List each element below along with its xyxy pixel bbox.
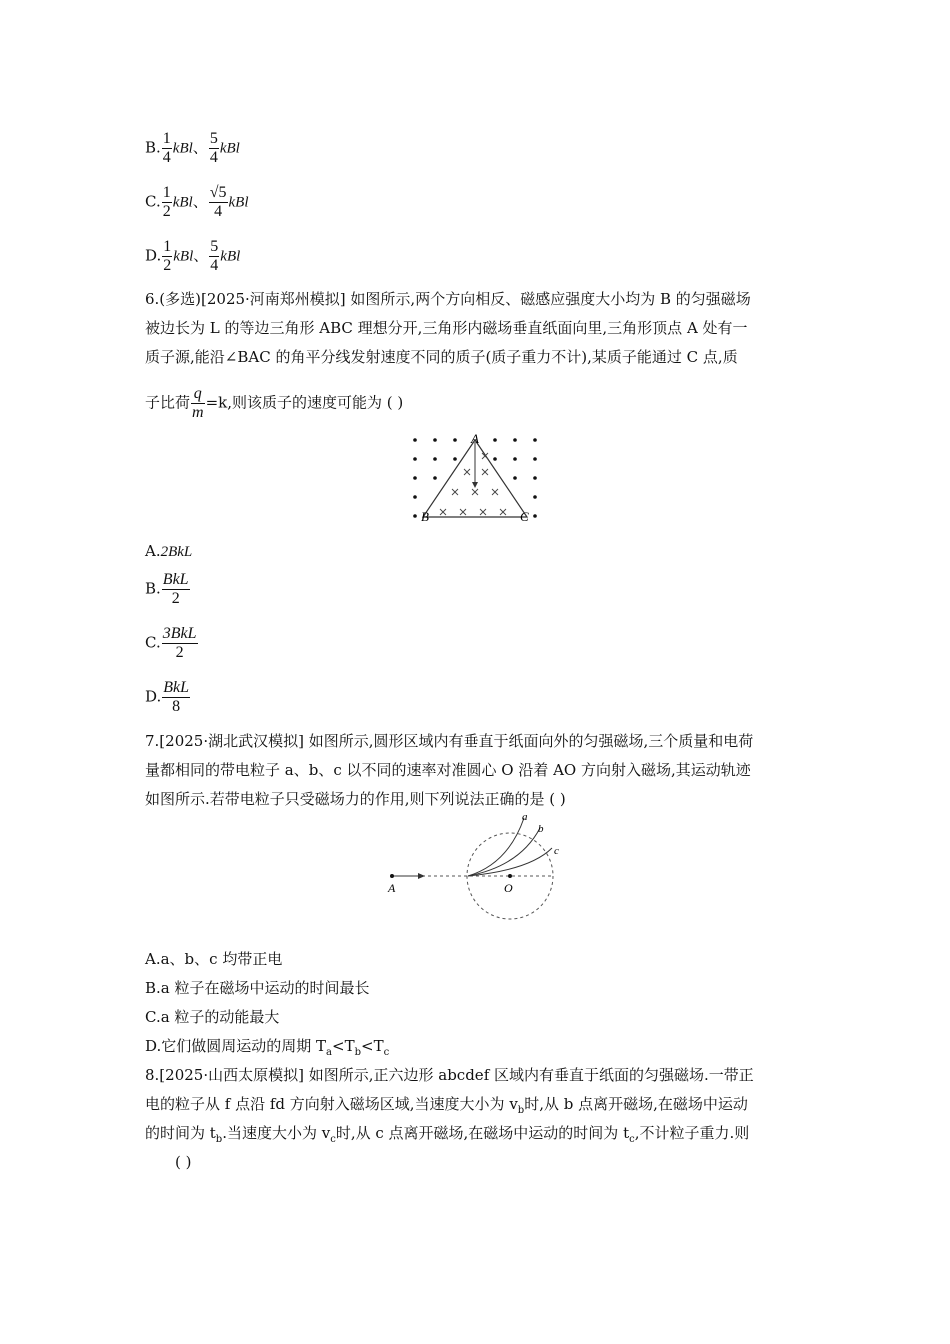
label-a: a xyxy=(522,812,528,823)
field-dot xyxy=(493,457,497,461)
q7-circle-figure xyxy=(380,812,580,924)
label-c: C xyxy=(520,509,529,524)
field-dot xyxy=(433,476,437,480)
cross-mark xyxy=(480,509,486,515)
label-a: A xyxy=(471,432,479,446)
q6-option-a: A.2BkL xyxy=(145,542,193,560)
field-dot xyxy=(413,438,417,442)
label-a-point: A xyxy=(388,881,396,895)
field-dot xyxy=(433,438,437,442)
q6-line-1: 6.(多选)[2025·河南郑州模拟] 如图所示,两个方向相反、磁感应强度大小均为 B 的匀强磁场 xyxy=(145,290,751,308)
q8-line-1: 8.[2025·山西太原模拟] 如图所示,正六边形 abcdef 区域内有垂直于纸面的匀强磁场.一带正 xyxy=(145,1066,754,1084)
field-dot xyxy=(433,457,437,461)
trajectory-b xyxy=(468,828,540,876)
q7-line-3: 如图所示.若带电粒子只受磁场力的作用,则下列说法正确的是 ( ) xyxy=(145,790,566,808)
label-b: B xyxy=(421,509,429,524)
field-dot xyxy=(513,476,517,480)
field-dot xyxy=(413,514,417,518)
label-o-point: O xyxy=(504,881,513,895)
q7-line-1: 7.[2025·湖北武汉模拟] 如图所示,圆形区域内有垂直于纸面向外的匀强磁场,三个质量和电荷 xyxy=(145,732,754,750)
trajectory-c xyxy=(468,848,552,876)
cross-mark xyxy=(472,489,478,495)
field-dot xyxy=(513,438,517,442)
q6-option-c: C. $\frac{\text{3BkL}}{2}$ xyxy=(145,625,197,661)
incoming-arrow xyxy=(418,873,425,879)
field-dot xyxy=(533,495,537,499)
field-dot xyxy=(413,476,417,480)
field-dot xyxy=(413,495,417,499)
arrow-head xyxy=(472,482,478,488)
point-o xyxy=(508,874,512,878)
cross-mark xyxy=(482,469,488,475)
q6-line-2: 被边长为 L 的等边三角形 ABC 理想分开,三角形内磁场垂直纸面向里,三角形顶点 A 处有一 xyxy=(145,319,748,337)
q6-line-3: 质子源,能沿∠BAC 的角平分线发射速度不同的质子(质子重力不计),某质子能通过 C 点,质 xyxy=(145,348,738,366)
q6-line-4: 子比荷 $\frac{q}{m}$ =k,则该质子的速度可能为 ( ) xyxy=(145,385,404,421)
option-d-prev: D. $\frac{1}{2}$ kBl、 $\frac{5}{4}$ kBl xyxy=(145,238,241,274)
cross-mark xyxy=(440,509,446,515)
field-dot xyxy=(493,438,497,442)
q6-option-d: D. $\frac{\text{BkL}}{8}$ xyxy=(145,679,190,715)
cross-mark xyxy=(492,489,498,495)
field-dot xyxy=(413,457,417,461)
q7-option-d: D.它们做圆周运动的周期 $T_a<T_b<T_c$ xyxy=(145,1037,390,1058)
field-dot xyxy=(533,438,537,442)
q6-option-b: B. $\frac{\text{BkL}}{2}$ xyxy=(145,571,189,607)
q7-line-2: 量都相同的带电粒子 a、b、c 以不同的速率对准圆心 O 沿着 AO 方向射入磁场,其运动轨迹 xyxy=(145,761,751,779)
q8-line-2: 电的粒子从 f 点沿 fd 方向射入磁场区域,当速度大小为 $v_b$时,从 b 点离开磁场,在磁场中运动 xyxy=(145,1095,748,1116)
q7-option-b: B.a 粒子在磁场中运动的时间最长 xyxy=(145,979,370,997)
cross-mark xyxy=(464,469,470,475)
field-dot xyxy=(453,457,457,461)
q7-option-a: A.a、b、c 均带正电 xyxy=(145,950,283,968)
label-b: b xyxy=(538,823,544,835)
field-dot xyxy=(453,438,457,442)
field-dot xyxy=(533,476,537,480)
option-b-prev: B. $\frac{1}{4}$ kBl、 $\frac{5}{4}$ kBl xyxy=(145,130,240,166)
field-dot xyxy=(533,514,537,518)
cross-mark xyxy=(452,489,458,495)
field-dot xyxy=(533,457,537,461)
label-c: c xyxy=(554,845,559,857)
field-dot xyxy=(513,457,517,461)
cross-mark xyxy=(500,509,506,515)
point-a xyxy=(390,874,394,878)
q7-option-c: C.a 粒子的动能最大 xyxy=(145,1008,280,1026)
q8-answer-bracket: ( ) xyxy=(175,1153,192,1171)
option-c-prev: C. $\frac{1}{2}$ kBl、 $\frac{√5}{4}$ kBl xyxy=(145,184,249,220)
q8-line-3: 的时间为 $t_b$.当速度大小为 $v_c$时,从 c 点离开磁场,在磁场中运动的时间为 $t_c$,不计粒子重力.则 xyxy=(145,1124,750,1145)
q6-triangle-figure xyxy=(405,432,545,528)
cross-mark xyxy=(460,509,466,515)
